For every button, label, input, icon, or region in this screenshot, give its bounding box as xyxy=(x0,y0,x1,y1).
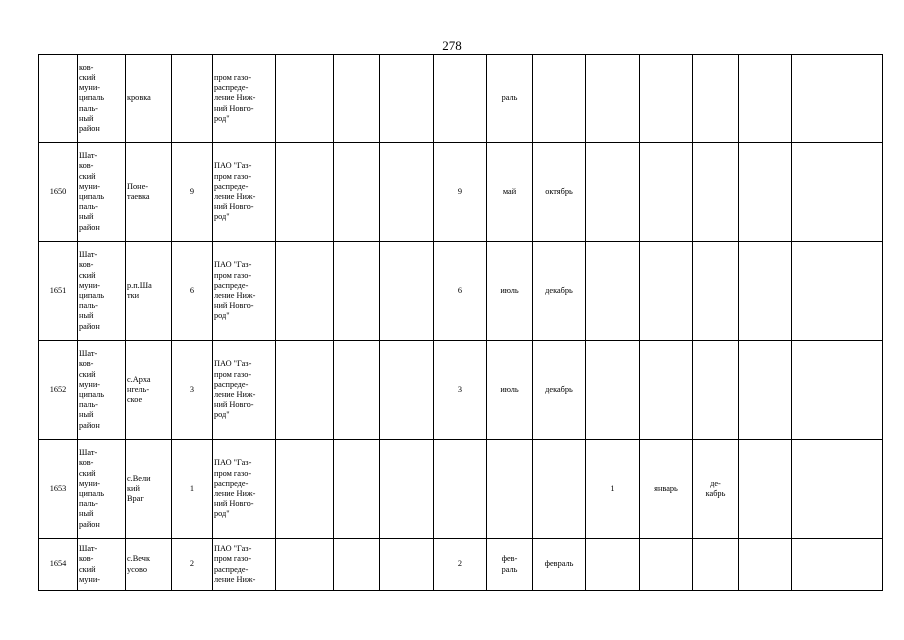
count-cell: 9 xyxy=(434,143,487,242)
empty-cell xyxy=(792,55,883,143)
count-cell xyxy=(434,440,487,539)
start-month-cell: январь xyxy=(640,440,693,539)
schedule-table xyxy=(38,54,883,591)
end-month-cell: февраль xyxy=(533,539,586,591)
count-cell xyxy=(586,143,640,242)
settlement-cell: Поне- таевка xyxy=(126,143,172,242)
empty-cell xyxy=(334,55,380,143)
start-month-cell xyxy=(640,55,693,143)
district-cell: Шат- ков- ский муни- ципаль паль- ный район xyxy=(78,440,126,539)
start-month-cell xyxy=(640,341,693,440)
empty-cell xyxy=(380,539,434,591)
empty-cell xyxy=(276,440,334,539)
organization-cell: ПАО "Газ- пром газо- распреде- ление Ниж- ний Новго- род" xyxy=(213,242,276,341)
count-cell: 3 xyxy=(172,341,213,440)
count-cell xyxy=(434,55,487,143)
end-month-cell xyxy=(693,143,739,242)
row-number xyxy=(39,55,78,143)
count-cell xyxy=(586,242,640,341)
end-month-cell xyxy=(693,55,739,143)
empty-cell xyxy=(792,242,883,341)
start-month-cell xyxy=(640,539,693,591)
empty-cell xyxy=(334,440,380,539)
empty-cell xyxy=(334,143,380,242)
count-cell: 9 xyxy=(172,143,213,242)
table-row xyxy=(39,242,883,341)
start-month-cell xyxy=(487,440,533,539)
page-number: 278 xyxy=(442,38,462,53)
count-cell xyxy=(586,539,640,591)
empty-cell xyxy=(380,341,434,440)
end-month-cell xyxy=(693,539,739,591)
empty-cell xyxy=(334,341,380,440)
end-month-cell xyxy=(693,341,739,440)
count-cell: 2 xyxy=(172,539,213,591)
district-cell: Шат- ков- ский муни- ципаль паль- ный район xyxy=(78,143,126,242)
organization-cell: ПАО "Газ- пром газо- распреде- ление Ниж- xyxy=(213,539,276,591)
empty-cell xyxy=(276,539,334,591)
organization-cell: ПАО "Газ- пром газо- распреде- ление Ниж- ний Новго- род" xyxy=(213,341,276,440)
empty-cell xyxy=(276,341,334,440)
row-number: 1653 xyxy=(39,440,78,539)
table-row xyxy=(39,539,883,591)
row-number: 1652 xyxy=(39,341,78,440)
end-month-cell: декабрь xyxy=(533,242,586,341)
empty-cell xyxy=(380,143,434,242)
empty-cell xyxy=(334,539,380,591)
empty-cell xyxy=(334,242,380,341)
organization-cell: пром газо- распреде- ление Ниж- ний Новго- род" xyxy=(213,55,276,143)
start-month-cell: раль xyxy=(487,55,533,143)
table-row xyxy=(39,143,883,242)
count-cell: 6 xyxy=(434,242,487,341)
start-month-cell: июль xyxy=(487,242,533,341)
empty-cell xyxy=(739,143,792,242)
count-cell xyxy=(586,341,640,440)
organization-cell: ПАО "Газ- пром газо- распреде- ление Ниж- ний Новго- род" xyxy=(213,440,276,539)
end-month-cell: де- кабрь xyxy=(693,440,739,539)
settlement-cell: с.Вели кий Враг xyxy=(126,440,172,539)
district-cell: Шат- ков- ский муни- ципаль паль- ный район xyxy=(78,341,126,440)
count-cell: 6 xyxy=(172,242,213,341)
settlement-cell: р.п.Ша тки xyxy=(126,242,172,341)
start-month-cell xyxy=(640,143,693,242)
table-row xyxy=(39,341,883,440)
end-month-cell xyxy=(533,440,586,539)
district-cell: ков- ский муни- ципаль паль- ный район xyxy=(78,55,126,143)
row-number: 1654 xyxy=(39,539,78,591)
start-month-cell: фев- раль xyxy=(487,539,533,591)
empty-cell xyxy=(380,242,434,341)
empty-cell xyxy=(739,440,792,539)
count-cell xyxy=(172,55,213,143)
settlement-cell: кровка xyxy=(126,55,172,143)
start-month-cell xyxy=(640,242,693,341)
settlement-cell: с.Арха нгель- ское xyxy=(126,341,172,440)
count-cell: 1 xyxy=(586,440,640,539)
empty-cell xyxy=(792,143,883,242)
empty-cell xyxy=(792,341,883,440)
start-month-cell: июль xyxy=(487,341,533,440)
end-month-cell: декабрь xyxy=(533,341,586,440)
district-cell: Шат- ков- ский муни- xyxy=(78,539,126,591)
empty-cell xyxy=(276,55,334,143)
settlement-cell: с.Вечк усово xyxy=(126,539,172,591)
count-cell: 2 xyxy=(434,539,487,591)
count-cell: 1 xyxy=(172,440,213,539)
empty-cell xyxy=(380,55,434,143)
count-cell: 3 xyxy=(434,341,487,440)
empty-cell xyxy=(276,143,334,242)
organization-cell: ПАО "Газ- пром газо- распреде- ление Ниж- ний Новго- род" xyxy=(213,143,276,242)
district-cell: Шат- ков- ский муни- ципаль паль- ный район xyxy=(78,242,126,341)
table-row xyxy=(39,440,883,539)
empty-cell xyxy=(739,539,792,591)
empty-cell xyxy=(739,55,792,143)
empty-cell xyxy=(792,440,883,539)
table-row xyxy=(39,55,883,143)
empty-cell xyxy=(739,242,792,341)
end-month-cell: октябрь xyxy=(533,143,586,242)
start-month-cell: май xyxy=(487,143,533,242)
row-number: 1650 xyxy=(39,143,78,242)
empty-cell xyxy=(739,341,792,440)
end-month-cell xyxy=(693,242,739,341)
row-number: 1651 xyxy=(39,242,78,341)
empty-cell xyxy=(276,242,334,341)
end-month-cell xyxy=(533,55,586,143)
empty-cell xyxy=(792,539,883,591)
empty-cell xyxy=(380,440,434,539)
count-cell xyxy=(586,55,640,143)
